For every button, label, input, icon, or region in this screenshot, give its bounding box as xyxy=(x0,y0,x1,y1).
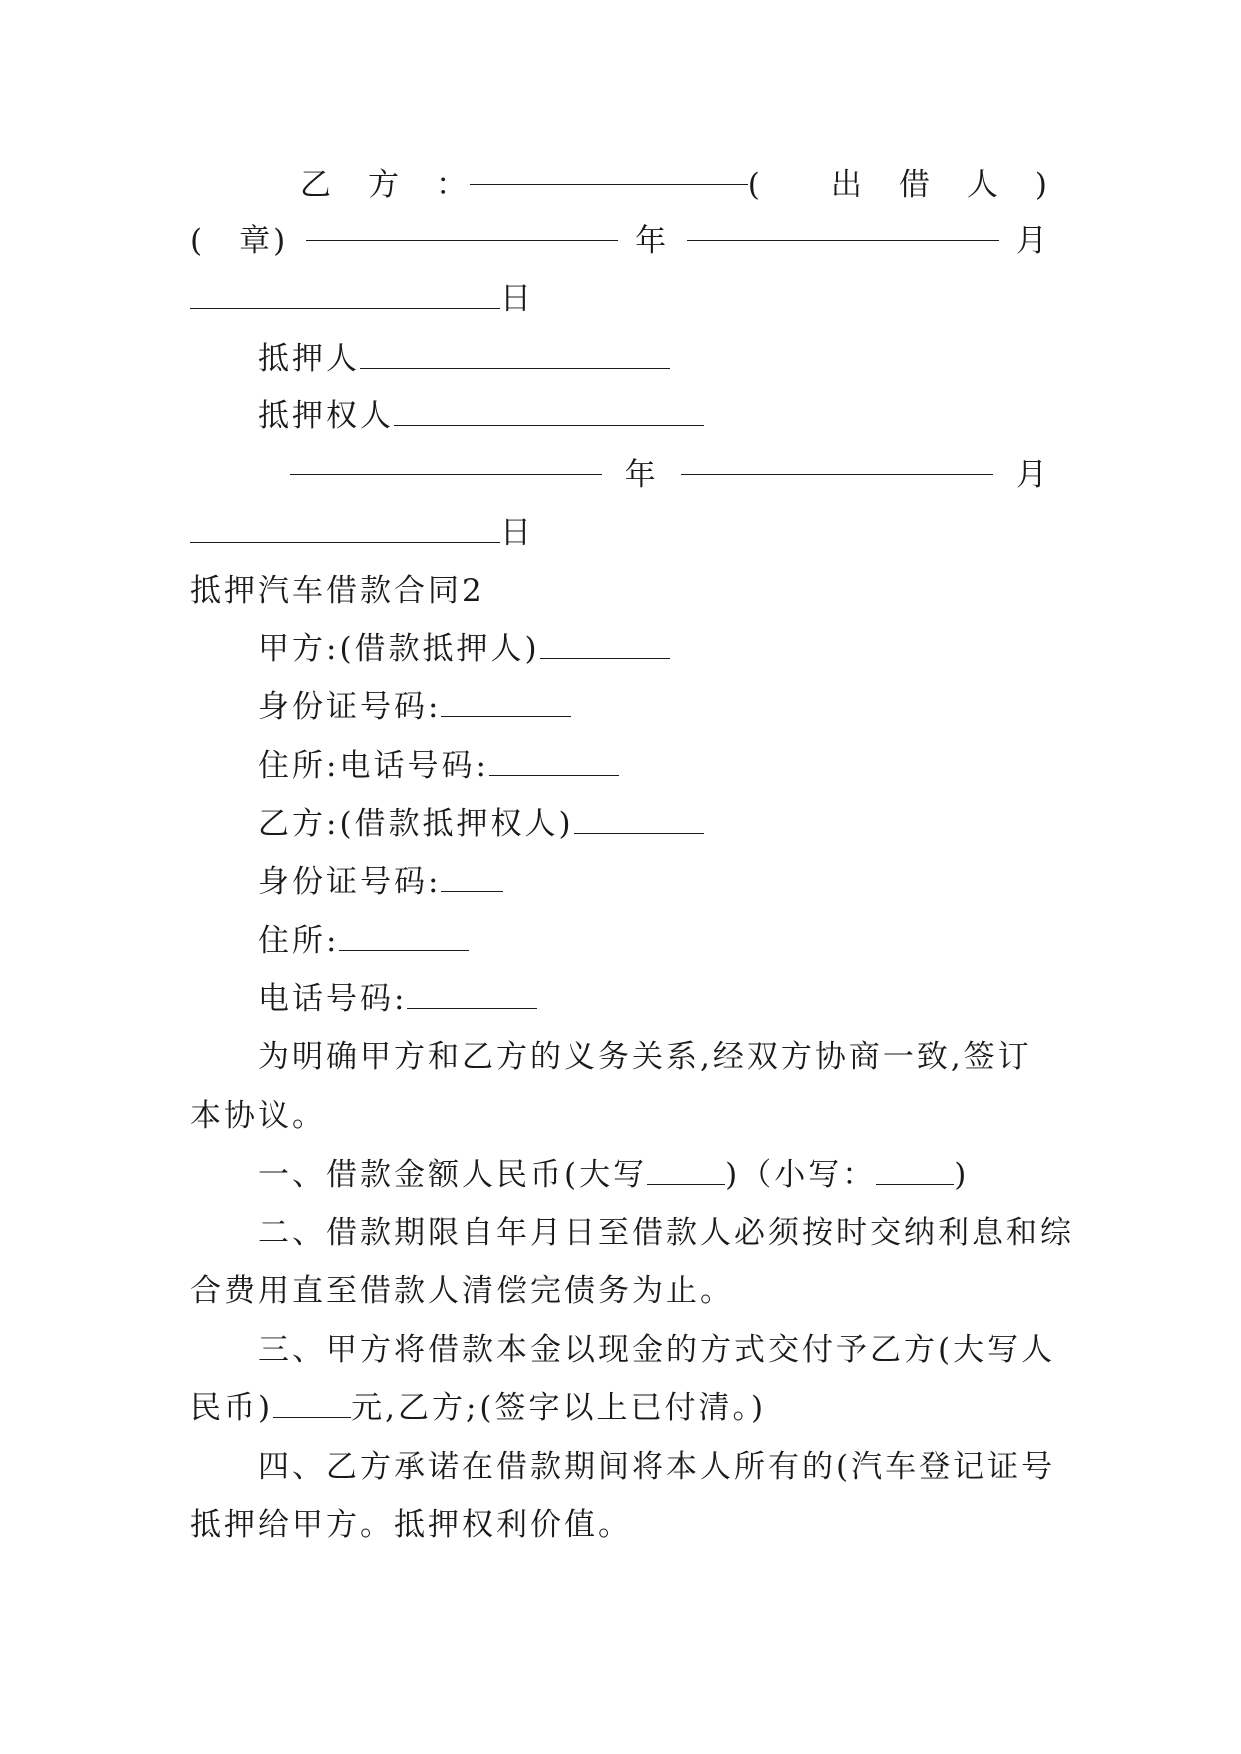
address-b-line xyxy=(258,912,1118,970)
id-number-label: 身份证号码: xyxy=(258,689,442,725)
mortgagee-line xyxy=(258,387,1118,445)
seal-label: ( 章) xyxy=(190,223,289,259)
party-b-sign-line xyxy=(300,156,1050,214)
id-number-b-line xyxy=(258,853,1118,911)
mortgagor-blank[interactable] xyxy=(360,340,670,369)
day-blank-2[interactable] xyxy=(190,514,500,543)
day-line-2 xyxy=(190,504,1050,562)
clause-3-line-1: 三、甲方将借款本金以现金的方式交付予乙方(大写人 xyxy=(258,1332,1056,1368)
phone-b-label: 电话号码: xyxy=(258,981,408,1017)
phone-b-line xyxy=(258,970,1118,1028)
contract-title: 抵押汽车借款合同2 xyxy=(190,573,485,609)
principal-amount-blank[interactable] xyxy=(273,1389,351,1418)
address-b-label: 住所: xyxy=(258,923,340,959)
party-b-blank-2[interactable] xyxy=(574,805,704,834)
clause-4-line-1: 四、乙方承诺在借款期间将本人所有的(汽车登记证号 xyxy=(258,1449,1056,1485)
month-blank-2[interactable] xyxy=(681,446,993,475)
address-b-blank[interactable] xyxy=(339,922,469,951)
clause-3-line-2 xyxy=(190,1379,1050,1437)
party-a-line xyxy=(258,620,1118,678)
address-phone-blank[interactable] xyxy=(489,747,619,776)
clause-4-line-2: 抵押给甲方。抵押权利价值。 xyxy=(190,1507,632,1543)
seal-date-line xyxy=(190,212,1050,270)
clause-3-part-b: 元,乙方;(签字以上已付清。) xyxy=(351,1390,767,1426)
clause-2-line-2: 合费用直至借款人清偿完债务为止。 xyxy=(190,1273,734,1309)
clause-3-part-a: 民币) xyxy=(190,1390,274,1426)
mortgagor-label: 抵押人 xyxy=(258,341,360,377)
month-label: 月 xyxy=(1015,223,1050,259)
amount-uppercase-blank[interactable] xyxy=(647,1156,725,1185)
clause-1-part-c: ) xyxy=(954,1157,970,1193)
seal-blank[interactable] xyxy=(306,212,618,241)
mortgagor-line xyxy=(258,330,1118,388)
day-line-1 xyxy=(190,270,1050,328)
id-number-b-blank[interactable] xyxy=(441,863,503,892)
party-b-blank[interactable] xyxy=(470,156,748,185)
party-a-label: 甲方:(借款抵押人) xyxy=(258,631,540,667)
clause-1 xyxy=(258,1146,1118,1204)
day-blank-1[interactable] xyxy=(190,280,500,309)
id-number-blank[interactable] xyxy=(441,688,571,717)
clause-2-line-1: 二、借款期限自年月日至借款人必须按时交纳利息和综 xyxy=(258,1215,1074,1251)
date-line-2 xyxy=(290,446,1050,504)
id-number-b-label: 身份证号码: xyxy=(258,864,442,900)
mortgagee-blank[interactable] xyxy=(394,397,704,426)
year-blank-2[interactable] xyxy=(290,446,602,475)
day-label-1: 日 xyxy=(500,281,534,317)
amount-lowercase-blank[interactable] xyxy=(876,1156,954,1185)
mortgagee-label: 抵押权人 xyxy=(258,398,394,434)
phone-b-blank[interactable] xyxy=(407,980,537,1009)
party-b-label-2: 乙方:(借款抵押权人) xyxy=(258,806,574,842)
preamble-line-1: 为明确甲方和乙方的义务关系,经双方协商一致,签订 xyxy=(258,1039,1032,1075)
month-label-2: 月 xyxy=(1015,457,1050,493)
clause-1-part-b: )（小写： xyxy=(725,1157,877,1193)
day-label-2: 日 xyxy=(500,515,534,551)
year-label: 年 xyxy=(635,223,670,259)
year-label-2: 年 xyxy=(624,457,659,493)
party-a-blank[interactable] xyxy=(540,630,670,659)
preamble-line-2: 本协议。 xyxy=(190,1098,326,1134)
party-b-label: 乙 方 ： xyxy=(300,167,470,203)
clause-1-part-a: 一、借款金额人民币(大写 xyxy=(258,1157,648,1193)
address-phone-label: 住所:电话号码: xyxy=(258,748,489,784)
lender-role: ( 出 借 人 ) xyxy=(747,167,1050,203)
party-b-line xyxy=(258,795,1118,853)
address-phone-line xyxy=(258,737,1118,795)
id-number-line xyxy=(258,678,1118,736)
year-blank[interactable] xyxy=(687,212,999,241)
